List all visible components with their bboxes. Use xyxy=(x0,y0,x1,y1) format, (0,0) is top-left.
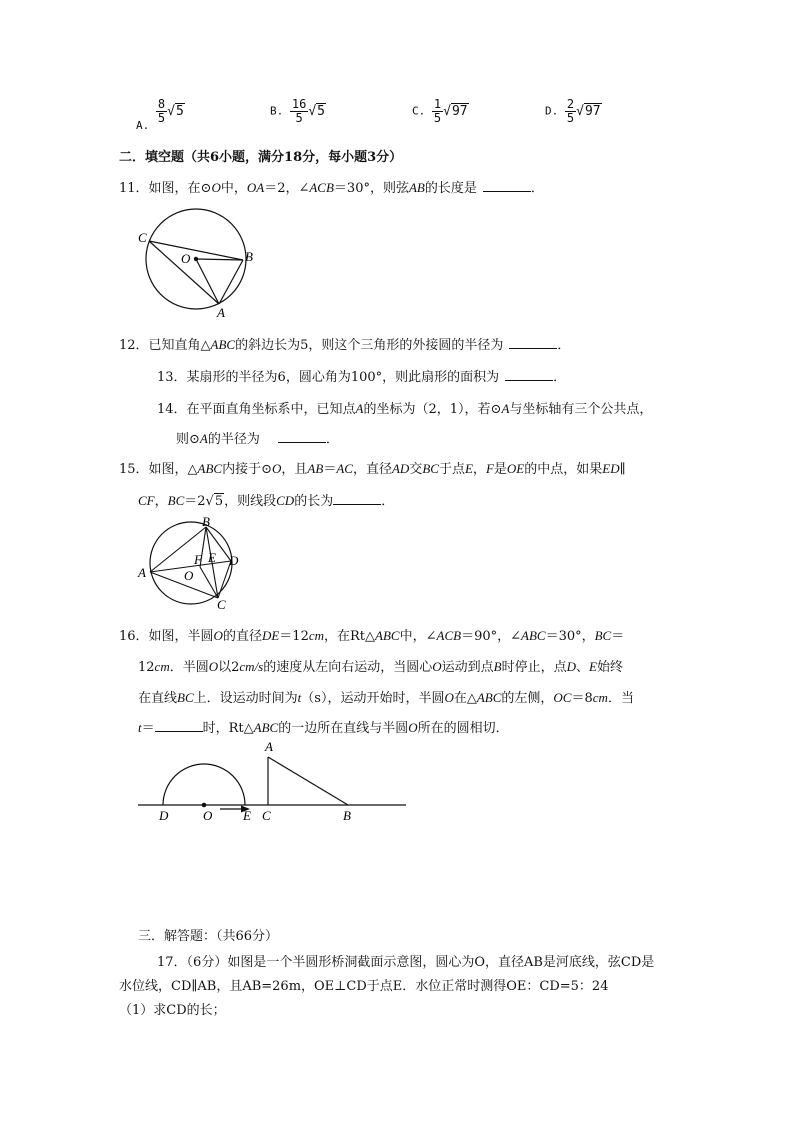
sqrt: √5 xyxy=(308,104,325,119)
label-e: E xyxy=(208,550,216,565)
label-b: B xyxy=(245,249,253,264)
q16-line3: 在直线BC上．设运动时间为t（s），运动开始时，半圆O在△ABC的左侧，OC＝8cm．当 xyxy=(138,690,634,706)
fraction: $\frac{1}{5}$ xyxy=(433,97,442,125)
section3-heading: 三．解答题：（共66分） xyxy=(138,929,279,944)
fraction: $\frac{16}{5}$ xyxy=(291,97,307,125)
sqrt: √97 xyxy=(443,104,468,119)
label-c: C xyxy=(217,597,226,610)
label-o: O xyxy=(184,568,194,583)
q17-line2: 水位线，CD∥AB，且AB=26m，OE⊥CD于点E．水位正常时测得OE：CD=5：24 xyxy=(119,979,609,994)
label-c: C xyxy=(262,808,271,823)
q10-option-a: A. $\frac{8}{5}$ √5 xyxy=(136,97,184,132)
q10-option-c: C. $\frac{1}{5}$ √97 xyxy=(412,97,468,125)
label-d: D xyxy=(159,808,169,823)
q14-line2: 则⊙A的半径为 ． xyxy=(176,431,339,447)
label-b: B xyxy=(343,808,351,823)
q17-line1: 17．（6分）如图是一个半圆形桥洞截面示意图，圆心为O，直径AB是河底线，弦CD是 xyxy=(157,955,655,970)
answer-blank xyxy=(509,338,557,349)
figure-q15-circle xyxy=(136,515,246,610)
q12-text: 12．已知直角△ABC的斜边长为5，则这个三角形的外接圆的半径为 ． xyxy=(119,337,571,353)
label-o: O xyxy=(181,251,191,266)
fraction: $\frac{8}{5}$ xyxy=(157,97,166,125)
answer-blank xyxy=(505,370,553,381)
q16-line2: 12cm．半圆O以2cm/s的速度从左向右运动，当圆心O运动到点B时停止，点D、E始终 xyxy=(138,659,624,675)
figure-q16-semicircle xyxy=(136,738,411,826)
label-a: A xyxy=(265,739,273,754)
q16-line1: 16．如图，半圆O的直径DE＝12cm，在Rt△ABC中，∠ACB＝90°，∠ABC＝30°，BC＝ xyxy=(119,628,625,644)
label-c: C xyxy=(138,230,147,245)
label-f: F xyxy=(194,552,202,567)
q13-text: 13．某扇形的半径为6，圆心角为100°，则此扇形的面积为 ． xyxy=(157,370,567,385)
q16-line4: t＝ 时，Rt△ABC的一边所在直线与半圆O所在的圆相切． xyxy=(138,720,509,736)
q17-line3: （1）求CD的长； xyxy=(119,1003,226,1018)
fraction: $\frac{2}{5}$ xyxy=(566,97,575,125)
section2-heading: 二．填空题（共6小题，满分18分，每小题3分） xyxy=(119,150,403,165)
sqrt: √5 xyxy=(167,104,184,119)
label-e: E xyxy=(243,808,251,823)
q10-option-b: B. $\frac{16}{5}$ √5 xyxy=(270,97,325,125)
figure-q11-circle xyxy=(132,205,262,320)
q11-text: 11．如图，在⊙O中，OA＝2，∠ACB＝30°，则弦AB的长度是 ． xyxy=(119,180,544,196)
label-d: D xyxy=(229,553,239,568)
label-a: A xyxy=(138,565,146,580)
answer-blank xyxy=(155,721,203,732)
label-o: O xyxy=(203,808,213,823)
answer-blank xyxy=(333,494,381,505)
q15-line1: 15．如图，△ABC内接于⊙O，且AB＝AC，直径AD交BC于点E，F是OE的中点，如果ED∥ xyxy=(119,461,626,477)
q14-line1: 14．在平面直角坐标系中，已知点A的坐标为（2，1），若⊙A与坐标轴有三个公共点， xyxy=(157,401,653,417)
sqrt: √5 xyxy=(205,494,224,509)
sqrt: √97 xyxy=(576,104,601,119)
q10-option-d: D. $\frac{2}{5}$ √97 xyxy=(545,97,601,125)
answer-blank xyxy=(483,181,531,192)
answer-blank xyxy=(278,432,326,443)
label-b: B xyxy=(202,515,210,529)
label-a: A xyxy=(217,305,225,320)
q15-line2: CF，BC＝2√5，则线段CD的长为 ． xyxy=(138,493,395,509)
